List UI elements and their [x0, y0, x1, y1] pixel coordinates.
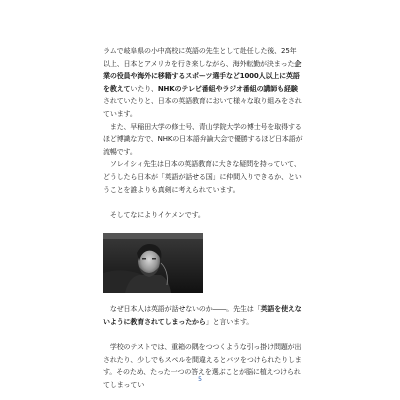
text-block-top: [103, 45, 303, 222]
portrait-photo: [103, 233, 203, 293]
paragraph-5-part-2: 」と言います。: [205, 317, 254, 326]
paragraph-1-part-1: ラムで岐阜県の小中高校に英語の先生として赴任した後、25年以上、日本とアメリカを行き来しながら、海外転勤が決まった: [103, 47, 297, 68]
paragraph-2: また、早稲田大学の修士号、青山学院大学の博士号を取得するほど博識な方で、NHKの日本語弁論大会で優勝するほど日本語が流暢です。: [103, 122, 303, 156]
portrait-image: [103, 233, 203, 293]
paragraph-5-part-1: なぜ日本人は英語が話せないのか――。先生は「: [103, 305, 261, 313]
paragraph-3: ソレイシィ先生は日本の英語教育に大きな疑問を持っていて、どうしたら日本が「英語が話せる国」に仲間入りできるか、ということを誰よりも真剣に考えられています。: [103, 160, 302, 194]
paragraph-gap: [103, 196, 303, 209]
page-number: 5: [198, 376, 202, 383]
paragraph-1: [103, 45, 303, 121]
paragraph-5-bold: 英語を使えないように教育されてしまったから: [103, 305, 302, 326]
paragraph-1-bold-2: NHKのテレビ番組やラジオ番組の講師も経験: [157, 84, 298, 93]
paragraph-1-bold-1: 企業の役員や海外に移籍するスポーツ選手など1000人以上に英語を教えて: [103, 59, 302, 93]
paragraph-6: 学校のテストでは、重箱の隅をつつくような引っ掛け問題が出されたり、少しでもスペルを間違えるとバツをつけられたりします。そのため、たった一つの答えを選ぶことが脳に植えつけられてしまってい: [103, 343, 302, 389]
paragraph-1-part-3: されていたりと、日本の英語教育において様々な取り組みをされています。: [103, 97, 302, 118]
paragraph-1-part-2: いたり、: [130, 84, 158, 93]
paragraph-gap-2: [103, 328, 303, 341]
paragraph-5: [103, 303, 303, 328]
paragraph-4: そしてなによりイケメンです。: [103, 211, 205, 220]
